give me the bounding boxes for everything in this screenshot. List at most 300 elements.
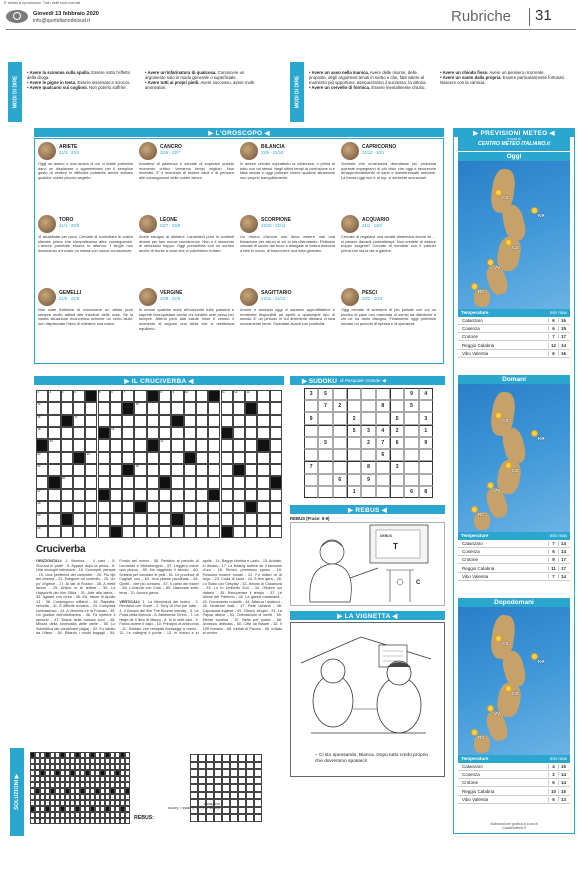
sudoku-cell[interactable] — [318, 449, 332, 461]
crossword-cell[interactable] — [208, 415, 220, 427]
sudoku-cell[interactable] — [318, 425, 332, 437]
sudoku-cell[interactable] — [390, 486, 404, 498]
sudoku-cell[interactable]: 5 — [390, 412, 404, 424]
crossword-cell[interactable] — [36, 526, 48, 538]
sudoku-cell[interactable] — [304, 400, 318, 412]
crossword-cell[interactable] — [98, 427, 110, 439]
crossword-cell[interactable] — [184, 415, 196, 427]
crossword-cell[interactable] — [85, 452, 97, 464]
crossword-cell[interactable] — [134, 501, 146, 513]
crossword-cell[interactable] — [122, 464, 134, 476]
sudoku-cell[interactable] — [347, 461, 361, 473]
crossword-cell[interactable] — [159, 415, 171, 427]
crossword-cell[interactable] — [134, 427, 146, 439]
sudoku-cell[interactable] — [390, 449, 404, 461]
crossword-cell[interactable] — [233, 513, 245, 525]
crossword-cell[interactable] — [184, 402, 196, 414]
crossword-cell[interactable] — [85, 464, 97, 476]
crossword-cell[interactable] — [73, 452, 85, 464]
crossword-cell[interactable] — [98, 501, 110, 513]
crossword-cell[interactable] — [110, 513, 122, 525]
crossword-cell[interactable] — [159, 452, 171, 464]
crossword-cell[interactable] — [245, 526, 257, 538]
crossword-cell[interactable] — [98, 452, 110, 464]
crossword-cell[interactable] — [184, 489, 196, 501]
crossword-cell[interactable] — [270, 390, 282, 402]
crossword-cell[interactable] — [147, 415, 159, 427]
sudoku-cell[interactable] — [390, 388, 404, 400]
crossword-cell[interactable] — [159, 526, 171, 538]
crossword-cell[interactable] — [257, 439, 269, 451]
crossword-cell[interactable] — [221, 489, 233, 501]
sudoku-cell[interactable]: 8 — [419, 486, 433, 498]
sudoku-cell[interactable]: 3 — [419, 412, 433, 424]
crossword-cell[interactable] — [159, 513, 171, 525]
sudoku-cell[interactable] — [333, 461, 347, 473]
crossword-cell[interactable] — [134, 439, 146, 451]
crossword-cell[interactable] — [110, 427, 122, 439]
crossword-cell[interactable] — [98, 390, 113, 402]
crossword-cell[interactable] — [270, 427, 282, 439]
crossword-cell[interactable] — [85, 489, 97, 501]
crossword-cell[interactable] — [171, 390, 183, 402]
crossword-cell[interactable] — [36, 415, 48, 427]
crossword-cell[interactable] — [257, 390, 269, 402]
sudoku-cell[interactable] — [333, 486, 347, 498]
crossword-cell[interactable] — [184, 390, 196, 402]
crossword-cell[interactable] — [221, 513, 233, 525]
crossword-cell[interactable] — [73, 415, 85, 427]
sudoku-cell[interactable] — [361, 449, 375, 461]
crossword-cell[interactable] — [48, 415, 60, 427]
crossword-cell[interactable] — [196, 452, 208, 464]
crossword-cell[interactable] — [36, 390, 48, 402]
crossword-cell[interactable] — [270, 513, 282, 525]
sudoku-cell[interactable] — [404, 425, 418, 437]
sudoku-cell[interactable] — [318, 461, 332, 473]
crossword-cell[interactable] — [257, 427, 269, 439]
crossword-cell[interactable] — [36, 476, 48, 488]
crossword-cell[interactable] — [208, 489, 220, 501]
crossword-cell[interactable] — [147, 476, 159, 488]
crossword-cell[interactable] — [48, 402, 60, 414]
crossword-cell[interactable] — [184, 526, 196, 538]
crossword-cell[interactable] — [36, 402, 48, 414]
crossword-cell[interactable] — [171, 513, 183, 525]
crossword-cell[interactable] — [233, 390, 245, 402]
crossword-cell[interactable] — [147, 439, 159, 451]
crossword-cell[interactable] — [159, 427, 171, 439]
crossword-cell[interactable] — [110, 415, 122, 427]
crossword-cell[interactable] — [48, 439, 60, 451]
crossword-cell[interactable] — [134, 464, 146, 476]
crossword-cell[interactable] — [245, 415, 257, 427]
crossword-cell[interactable] — [134, 415, 146, 427]
crossword-cell[interactable] — [36, 464, 48, 476]
crossword-cell[interactable] — [36, 513, 48, 525]
sudoku-cell[interactable] — [376, 474, 390, 486]
crossword-cell[interactable] — [196, 476, 208, 488]
sudoku-cell[interactable]: 9 — [304, 412, 318, 424]
sudoku-cell[interactable] — [390, 400, 404, 412]
crossword-cell[interactable] — [73, 464, 85, 476]
crossword-cell[interactable] — [196, 402, 208, 414]
sudoku-cell[interactable] — [304, 486, 318, 498]
sudoku-cell[interactable] — [347, 437, 361, 449]
crossword-cell[interactable] — [85, 501, 97, 513]
crossword-cell[interactable] — [134, 526, 146, 538]
sudoku-cell[interactable]: 4 — [376, 425, 390, 437]
crossword-cell[interactable] — [184, 439, 196, 451]
crossword-cell[interactable] — [184, 452, 196, 464]
crossword-cell[interactable] — [208, 427, 220, 439]
crossword-cell[interactable] — [159, 439, 171, 451]
crossword-cell[interactable] — [257, 415, 269, 427]
crossword-cell[interactable] — [61, 489, 73, 501]
crossword-cell[interactable] — [61, 501, 73, 513]
crossword-cell[interactable] — [147, 513, 159, 525]
sudoku-cell[interactable] — [304, 449, 318, 461]
crossword-cell[interactable] — [171, 501, 183, 513]
crossword-cell[interactable] — [110, 501, 122, 513]
crossword-cell[interactable] — [110, 476, 122, 488]
crossword-cell[interactable] — [134, 476, 146, 488]
sudoku-cell[interactable] — [318, 474, 332, 486]
crossword-cell[interactable] — [233, 452, 245, 464]
crossword-cell[interactable] — [245, 452, 257, 464]
crossword-cell[interactable] — [184, 501, 196, 513]
crossword-cell[interactable] — [221, 427, 233, 439]
crossword-cell[interactable] — [122, 427, 134, 439]
sudoku-cell[interactable] — [347, 449, 361, 461]
crossword-cell[interactable] — [134, 489, 146, 501]
crossword-cell[interactable] — [159, 402, 171, 414]
crossword-cell[interactable] — [196, 390, 208, 402]
crossword-cell[interactable] — [257, 452, 269, 464]
sudoku-cell[interactable]: 1 — [347, 486, 361, 498]
crossword-cell[interactable] — [147, 501, 159, 513]
crossword-cell[interactable] — [61, 439, 73, 451]
crossword-cell[interactable] — [98, 476, 110, 488]
sudoku-cell[interactable] — [347, 400, 361, 412]
sudoku-cell[interactable]: 9 — [404, 388, 418, 400]
crossword-cell[interactable] — [122, 526, 134, 538]
crossword-cell[interactable] — [122, 489, 134, 501]
crossword-cell[interactable] — [257, 513, 269, 525]
crossword-cell[interactable] — [208, 439, 220, 451]
sudoku-cell[interactable]: 9 — [361, 474, 375, 486]
crossword-cell[interactable] — [184, 427, 196, 439]
crossword-cell[interactable] — [270, 526, 282, 538]
crossword-cell[interactable] — [61, 402, 73, 414]
crossword-cell[interactable] — [134, 390, 146, 402]
crossword-cell[interactable] — [171, 452, 183, 464]
sudoku-cell[interactable]: 3 — [361, 425, 375, 437]
crossword-cell[interactable] — [270, 415, 282, 427]
crossword-cell[interactable] — [48, 489, 60, 501]
crossword-cell[interactable] — [270, 439, 282, 451]
crossword-cell[interactable] — [48, 526, 60, 538]
crossword-cell[interactable] — [171, 415, 183, 427]
sudoku-cell[interactable]: 3 — [304, 388, 318, 400]
sudoku-cell[interactable]: 5 — [404, 400, 418, 412]
crossword-cell[interactable] — [73, 390, 85, 402]
sudoku-cell[interactable] — [304, 437, 318, 449]
sudoku-cell[interactable] — [333, 449, 347, 461]
crossword-cell[interactable] — [147, 402, 159, 414]
crossword-cell[interactable] — [73, 513, 85, 525]
crossword-cell[interactable] — [122, 513, 134, 525]
crossword-cell[interactable] — [61, 464, 73, 476]
sudoku-cell[interactable] — [404, 437, 418, 449]
crossword-cell[interactable] — [233, 489, 245, 501]
crossword-cell[interactable] — [208, 390, 220, 402]
sudoku-cell[interactable] — [333, 388, 347, 400]
crossword-cell[interactable] — [85, 415, 97, 427]
crossword-cell[interactable] — [245, 513, 257, 525]
crossword-cell[interactable] — [221, 402, 233, 414]
sudoku-cell[interactable] — [404, 461, 418, 473]
crossword-cell[interactable] — [147, 390, 159, 402]
crossword-cell[interactable] — [122, 415, 134, 427]
crossword-cell[interactable] — [245, 390, 257, 402]
crossword-cell[interactable] — [171, 489, 183, 501]
crossword-cell[interactable] — [48, 390, 60, 402]
crossword-cell[interactable] — [110, 452, 122, 464]
sudoku-cell[interactable] — [419, 400, 433, 412]
crossword-cell[interactable] — [110, 390, 122, 402]
crossword-cell[interactable] — [73, 501, 85, 513]
crossword-cell[interactable] — [233, 476, 245, 488]
sudoku-cell[interactable] — [333, 437, 347, 449]
crossword-cell[interactable] — [73, 526, 85, 538]
sudoku-cell[interactable] — [333, 412, 347, 424]
crossword-cell[interactable] — [159, 489, 171, 501]
sudoku-cell[interactable] — [390, 474, 404, 486]
sudoku-cell[interactable] — [304, 425, 318, 437]
crossword-cell[interactable] — [208, 402, 220, 414]
sudoku-cell[interactable] — [419, 461, 433, 473]
crossword-cell[interactable] — [233, 402, 245, 414]
sudoku-cell[interactable]: 6 — [404, 486, 418, 498]
sudoku-cell[interactable]: 6 — [390, 437, 404, 449]
sudoku-cell[interactable]: 4 — [419, 388, 433, 400]
sudoku-cell[interactable] — [376, 412, 390, 424]
sudoku-cell[interactable]: 5 — [347, 425, 361, 437]
crossword-cell[interactable] — [196, 464, 208, 476]
crossword-cell[interactable] — [221, 439, 233, 451]
crossword-cell[interactable] — [48, 452, 60, 464]
sudoku-cell[interactable] — [404, 449, 418, 461]
crossword-cell[interactable] — [36, 452, 48, 464]
crossword-cell[interactable] — [257, 402, 269, 414]
crossword-cell[interactable] — [98, 439, 110, 451]
crossword-cell[interactable] — [73, 402, 85, 414]
crossword-cell[interactable] — [171, 464, 183, 476]
crossword-cell[interactable] — [110, 526, 122, 538]
crossword-cell[interactable] — [208, 464, 220, 476]
sudoku-cell[interactable] — [304, 474, 318, 486]
crossword-cell[interactable] — [122, 390, 134, 402]
crossword-cell[interactable] — [85, 526, 97, 538]
crossword-cell[interactable] — [134, 402, 146, 414]
crossword-cell[interactable] — [233, 427, 245, 439]
crossword-cell[interactable] — [171, 402, 183, 414]
crossword-cell[interactable] — [48, 501, 60, 513]
crossword-cell[interactable] — [270, 402, 282, 414]
crossword-cell[interactable] — [48, 464, 60, 476]
sudoku-cell[interactable]: 6 — [376, 449, 390, 461]
crossword-cell[interactable] — [196, 489, 208, 501]
crossword-cell[interactable] — [196, 526, 208, 538]
sudoku-cell[interactable] — [404, 474, 418, 486]
sudoku-cell[interactable] — [376, 486, 390, 498]
crossword-cell[interactable] — [147, 427, 159, 439]
crossword-cell[interactable] — [171, 526, 183, 538]
crossword-cell[interactable] — [110, 402, 122, 414]
crossword-cell[interactable] — [196, 513, 208, 525]
crossword-cell[interactable] — [61, 390, 76, 402]
crossword-cell[interactable] — [233, 526, 245, 538]
crossword-cell[interactable] — [196, 501, 208, 513]
crossword-cell[interactable] — [257, 526, 269, 538]
crossword-cell[interactable] — [122, 476, 134, 488]
crossword-cell[interactable] — [98, 464, 110, 476]
crossword-cell[interactable] — [61, 513, 73, 525]
crossword-cell[interactable] — [257, 501, 269, 513]
crossword-cell[interactable] — [257, 464, 269, 476]
crossword-cell[interactable] — [233, 501, 245, 513]
sudoku-cell[interactable] — [376, 461, 390, 473]
crossword-cell[interactable] — [110, 489, 122, 501]
crossword-cell[interactable] — [208, 452, 220, 464]
crossword-cell[interactable] — [36, 427, 48, 439]
crossword-cell[interactable] — [134, 513, 146, 525]
crossword-cell[interactable] — [61, 427, 73, 439]
crossword-cell[interactable] — [221, 452, 233, 464]
sudoku-cell[interactable]: 2 — [347, 412, 361, 424]
sudoku-cell[interactable]: 2 — [390, 425, 404, 437]
sudoku-cell[interactable] — [318, 412, 332, 424]
crossword-cell[interactable] — [85, 476, 97, 488]
sudoku-cell[interactable] — [361, 400, 375, 412]
crossword-cell[interactable] — [61, 452, 73, 464]
sudoku-cell[interactable]: 1 — [419, 425, 433, 437]
sudoku-cell[interactable] — [404, 412, 418, 424]
crossword-cell[interactable] — [245, 427, 257, 439]
sudoku-cell[interactable] — [318, 486, 332, 498]
crossword-cell[interactable] — [270, 489, 282, 501]
crossword-cell[interactable] — [147, 526, 159, 538]
crossword-cell[interactable] — [233, 464, 245, 476]
sudoku-cell[interactable]: 7 — [304, 461, 318, 473]
crossword-cell[interactable] — [184, 464, 196, 476]
crossword-cell[interactable] — [233, 415, 245, 427]
crossword-cell[interactable] — [36, 501, 48, 513]
crossword-cell[interactable] — [196, 415, 208, 427]
crossword-cell[interactable] — [147, 489, 159, 501]
sudoku-cell[interactable]: 5 — [318, 437, 332, 449]
crossword-cell[interactable] — [73, 439, 85, 451]
crossword-cell[interactable] — [85, 427, 97, 439]
crossword-cell[interactable] — [208, 476, 220, 488]
sudoku-cell[interactable]: 5 — [318, 388, 332, 400]
sudoku-cell[interactable]: 6 — [333, 474, 347, 486]
crossword-cell[interactable] — [208, 501, 220, 513]
crossword-cell[interactable] — [36, 489, 48, 501]
crossword-cell[interactable] — [110, 439, 122, 451]
crossword-cell[interactable] — [208, 526, 220, 538]
crossword-cell[interactable] — [85, 390, 97, 402]
crossword-cell[interactable] — [245, 501, 257, 513]
crossword-cell[interactable] — [159, 390, 171, 402]
crossword-cell[interactable] — [73, 476, 85, 488]
crossword-cell[interactable] — [233, 439, 245, 451]
crossword-cell[interactable] — [171, 476, 183, 488]
crossword-cell[interactable] — [61, 476, 73, 488]
sudoku-cell[interactable]: 8 — [376, 400, 390, 412]
crossword-cell[interactable] — [221, 390, 233, 402]
crossword-cell[interactable] — [85, 439, 97, 451]
crossword-cell[interactable] — [48, 427, 60, 439]
sudoku-cell[interactable]: 8 — [361, 461, 375, 473]
crossword-cell[interactable] — [184, 513, 196, 525]
crossword-cell[interactable] — [98, 526, 110, 538]
sudoku-cell[interactable]: 2 — [333, 400, 347, 412]
sudoku-cell[interactable]: 3 — [390, 461, 404, 473]
crossword-cell[interactable] — [61, 415, 73, 427]
sudoku-cell[interactable] — [376, 388, 390, 400]
crossword-cell[interactable] — [171, 427, 183, 439]
crossword-cell[interactable] — [98, 489, 110, 501]
crossword-cell[interactable] — [270, 464, 282, 476]
crossword-cell[interactable] — [159, 476, 171, 488]
crossword-cell[interactable] — [134, 452, 146, 464]
crossword-cell[interactable] — [73, 489, 85, 501]
crossword-cell[interactable] — [257, 476, 269, 488]
crossword-cell[interactable] — [147, 464, 159, 476]
crossword-cell[interactable] — [221, 501, 233, 513]
sudoku-cell[interactable]: 7 — [318, 400, 332, 412]
crossword-cell[interactable] — [196, 439, 208, 451]
crossword-cell[interactable] — [122, 439, 134, 451]
crossword-cell[interactable] — [221, 464, 233, 476]
crossword-cell[interactable] — [221, 526, 233, 538]
crossword-cell[interactable] — [73, 427, 85, 439]
sudoku-cell[interactable] — [347, 388, 361, 400]
crossword-cell[interactable] — [245, 402, 257, 414]
crossword-cell[interactable] — [98, 415, 110, 427]
crossword-cell[interactable] — [196, 427, 208, 439]
sudoku-cell[interactable] — [361, 388, 375, 400]
sudoku-cell[interactable] — [419, 449, 433, 461]
crossword-cell[interactable] — [245, 476, 257, 488]
crossword-cell[interactable] — [98, 513, 110, 525]
crossword-cell[interactable] — [245, 439, 257, 451]
crossword-cell[interactable] — [245, 489, 257, 501]
crossword-cell[interactable] — [159, 501, 171, 513]
crossword-cell[interactable] — [110, 464, 122, 476]
sudoku-cell[interactable]: 2 — [361, 437, 375, 449]
crossword-cell[interactable] — [48, 513, 60, 525]
sudoku-cell[interactable] — [347, 474, 361, 486]
sudoku-cell[interactable] — [361, 412, 375, 424]
sudoku-cell[interactable]: 9 — [419, 437, 433, 449]
crossword-cell[interactable] — [147, 452, 159, 464]
crossword-cell[interactable] — [122, 402, 134, 414]
crossword-cell[interactable] — [208, 513, 220, 525]
crossword-cell[interactable] — [159, 464, 171, 476]
